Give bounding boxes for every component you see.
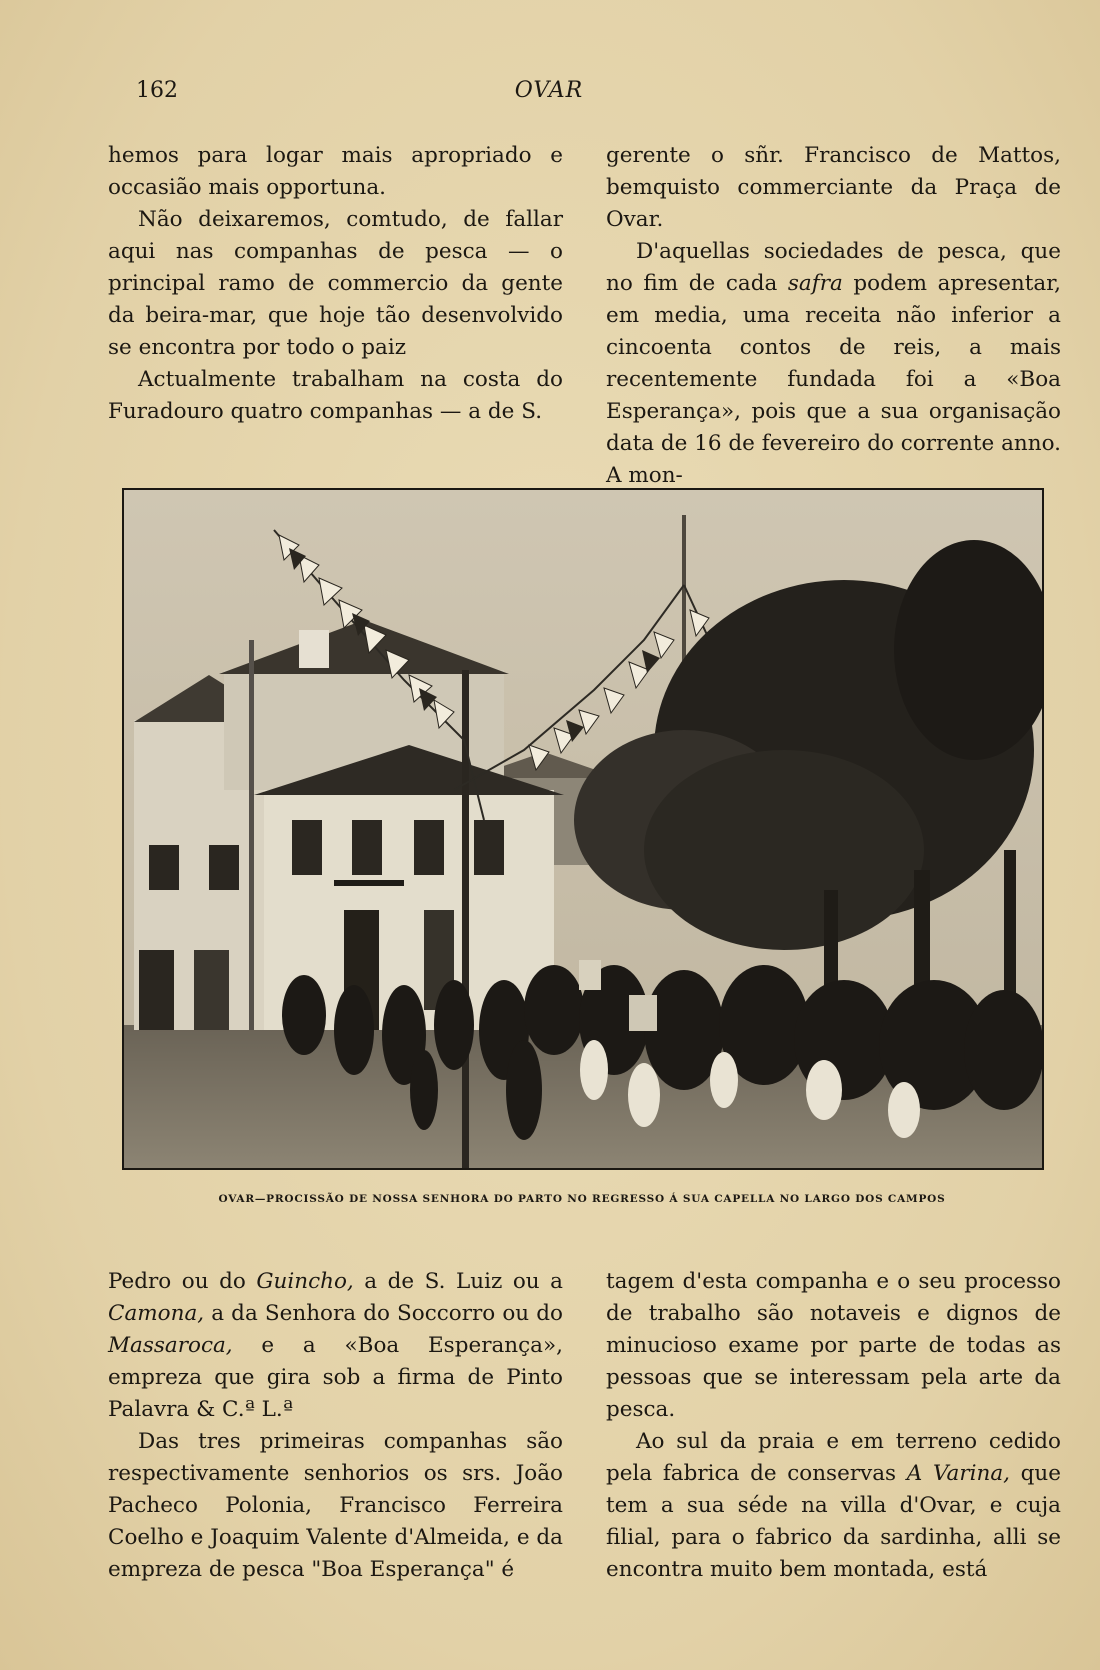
photo-caption: OVAR—PROCISSÃO DE NOSSA SENHORA DO PARTO NO REGRESSO Á SUA CAPELLA NO LARGO DOS CAMPOS <box>218 1193 946 1205</box>
text-column-top-left <box>108 140 563 428</box>
italic-term: Guincho, <box>256 1269 354 1294</box>
italic-term: A Varina, <box>906 1461 1010 1486</box>
paragraph <box>108 1266 563 1426</box>
text-run: Ao sul da praia e em terreno cedido pela fabrica de conservas <box>606 1429 1061 1486</box>
italic-term: Massaroca, <box>108 1333 233 1358</box>
paragraph <box>606 236 1061 492</box>
page-number: 162 <box>136 78 178 103</box>
text-run: D'aquellas sociedades de pesca, que no fim de cada <box>606 239 1061 296</box>
text-run: podem apresentar, em media, uma receita não inferior a cincoenta contos de reis, a mais recentemente fundada foi a «Boa Esperança», pois que a sua organisação data de 16 de fevereiro do corrente anno. A mon- <box>606 271 1061 488</box>
paragraph: Não deixaremos, comtudo, de fallar aqui nas companhas de pesca — o principal ramo de commercio da gente da beira-mar, que hoje tão desenvolvido se encontra por todo o paiz <box>108 207 563 360</box>
paragraph <box>606 1426 1061 1586</box>
italic-term: safra <box>787 271 843 296</box>
paragraph: gerente o sñr. Francisco de Mattos, bemquisto commerciante da Praça de Ovar. <box>606 143 1061 232</box>
text-run: que tem a sua séde na villa d'Ovar, e cuja filial, para o fabrico da sardinha, alli se encontra muito bem montada, está <box>606 1461 1062 1582</box>
text-column-top-right <box>606 140 1061 492</box>
paragraph: tagem d'esta companha e o seu processo de trabalho são notaveis e dignos de minucioso exame por parte de todas as pessoas que se interessam pela arte da pesca. <box>606 1269 1061 1422</box>
text-run: a de S. Luiz ou a <box>353 1269 564 1294</box>
text-run: e a «Boa Esperança», empreza que gira sob a firma de Pinto Palavra & C.ª L.ª <box>108 1333 563 1422</box>
paragraph: Actualmente trabalham na costa do Furadouro quatro companhas — a de S. <box>108 367 563 424</box>
text-run: Pedro ou do <box>108 1269 257 1294</box>
paragraph: hemos para logar mais apropriado e occasião mais opportuna. <box>108 143 563 200</box>
text-run: a da Senhora do Soccorro ou do <box>204 1301 563 1326</box>
text-column-bottom-left <box>108 1266 563 1586</box>
paragraph: Das tres primeiras companhas são respectivamente senhorios os srs. João Pacheco Polonia, Francisco Ferreira Coelho e Joaquim Valente d'Almeida, e da empreza de pesca "Boa Esperança" é <box>108 1429 563 1582</box>
page-header <box>108 78 990 110</box>
running-title: OVAR <box>514 78 584 103</box>
photograph-procession <box>122 488 1044 1170</box>
text-column-bottom-right <box>606 1266 1061 1586</box>
italic-term: Camona, <box>108 1301 205 1326</box>
procession-photo-illustration <box>124 490 1042 1168</box>
